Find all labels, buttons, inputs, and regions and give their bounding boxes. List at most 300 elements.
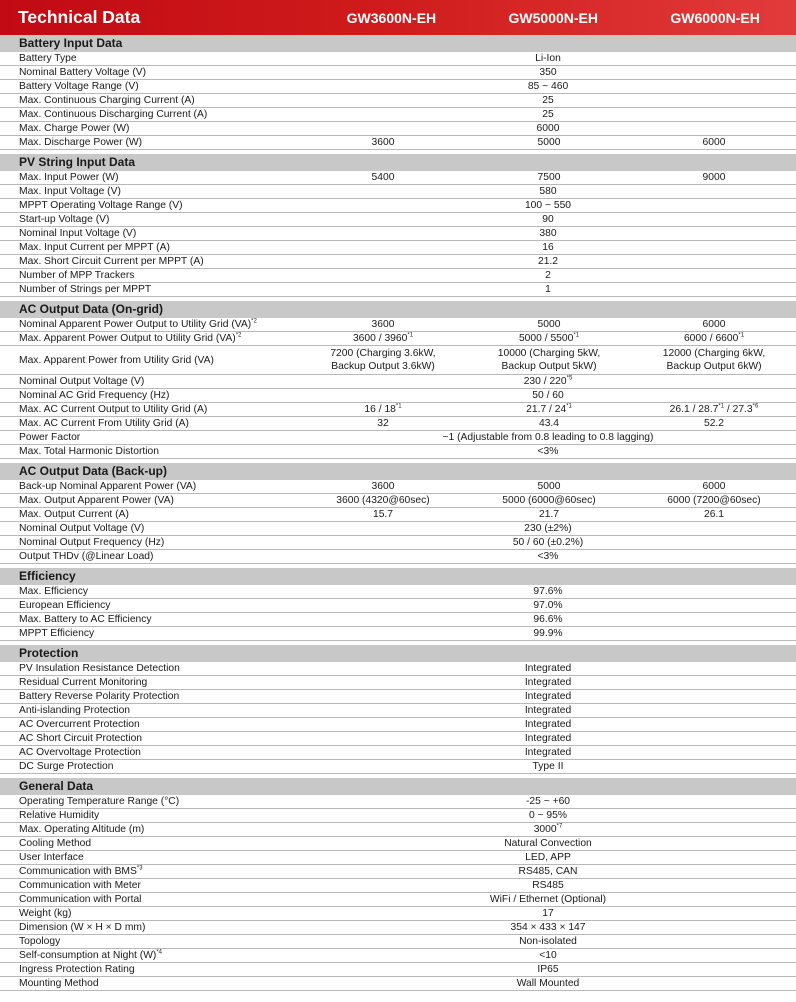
value-text-line-1: 10000 (Charging 5kW, (497, 348, 601, 359)
table-row (0, 445, 796, 459)
row-label-text: Communication with BMS (19, 866, 137, 877)
footnote-marker: *1 (566, 403, 572, 410)
row-value-model-3 (632, 346, 796, 374)
table-row (0, 746, 796, 760)
value-text: 16 / 18 (364, 404, 396, 415)
footnote-marker: *2 (251, 318, 257, 325)
row-label (0, 949, 300, 962)
row-label (0, 171, 300, 184)
row-value-all-models (300, 269, 796, 282)
row-label-text: Ingress Protection Rating (19, 964, 135, 975)
table-row (0, 213, 796, 227)
table-row (0, 704, 796, 718)
value-text: 26.1 (703, 509, 725, 520)
value-text: RS485, CAN (518, 866, 578, 877)
row-label (0, 718, 300, 731)
row-label-text: Nominal AC Grid Frequency (Hz) (19, 390, 170, 401)
value-cell-content (703, 172, 726, 183)
value-text: Integrated (524, 677, 572, 688)
value-cell-content (372, 319, 395, 330)
row-label-text: Self-consumption at Night (W) (19, 950, 157, 961)
row-label-text: MPPT Efficiency (19, 628, 95, 639)
value-text: Natural Convection (504, 838, 592, 849)
row-value-all-models (300, 865, 796, 878)
section-header-pv-string-input-data: PV String Input Data (0, 154, 796, 171)
value-text: 25 (542, 95, 554, 106)
value-text: 99.9% (533, 628, 563, 639)
value-text: 9000 (702, 172, 726, 183)
row-label (0, 795, 300, 808)
value-text: IP65 (537, 964, 559, 975)
value-cell-content (538, 172, 561, 183)
row-label (0, 676, 300, 689)
row-label (0, 136, 300, 149)
row-value-all-models (300, 522, 796, 535)
row-label (0, 80, 300, 93)
row-value-all-models (300, 921, 796, 934)
row-label (0, 94, 300, 107)
row-value-all-models (300, 746, 796, 759)
row-label (0, 346, 300, 374)
row-value-model-1 (300, 403, 466, 416)
value-text: 21.2 (537, 256, 559, 267)
row-label (0, 122, 300, 135)
value-text: 97.0% (533, 600, 563, 611)
row-value-all-models (300, 760, 796, 773)
row-label (0, 613, 300, 626)
model-header-2: GW5000N-EH (508, 9, 598, 26)
row-label (0, 389, 300, 402)
row-value-all-models (300, 599, 796, 612)
row-value-all-models (300, 389, 796, 402)
row-label (0, 480, 300, 493)
value-cell-content (703, 481, 726, 492)
value-cell-content (539, 418, 559, 429)
row-value-all-models (300, 823, 796, 836)
row-label (0, 403, 300, 416)
table-row (0, 494, 796, 508)
value-text: 2 (545, 270, 551, 281)
value-text: <10 (539, 950, 557, 961)
table-row (0, 403, 796, 417)
row-value-all-models (300, 963, 796, 976)
value-text: 26.1 / 28.7 (669, 404, 719, 415)
row-value-all-models (300, 893, 796, 906)
row-label (0, 66, 300, 79)
row-value-model-1 (300, 480, 466, 493)
table-row (0, 375, 796, 389)
row-label (0, 332, 300, 345)
table-row (0, 851, 796, 865)
value-cell-content (372, 137, 395, 148)
value-text-line-2: Backup Output 3.6kW) (331, 361, 435, 372)
row-value-model-2 (466, 136, 632, 149)
table-row (0, 963, 796, 977)
row-value-all-models (300, 718, 796, 731)
row-label (0, 963, 300, 976)
row-label (0, 921, 300, 934)
footnote-marker: *7 (556, 823, 563, 830)
row-value-all-models (300, 199, 796, 212)
row-label (0, 283, 300, 296)
row-label-text: MPPT Operating Voltage Range (V) (19, 200, 183, 211)
value-text: 43.4 (538, 418, 560, 429)
table-row (0, 627, 796, 641)
row-label-text: Max. AC Current Output to Utility Grid (A) (19, 404, 208, 415)
row-value-model-3 (632, 318, 796, 331)
table-row (0, 662, 796, 676)
row-value-all-models (300, 585, 796, 598)
row-value-model-2 (466, 480, 632, 493)
row-value-model-2 (466, 494, 632, 507)
table-row (0, 865, 796, 879)
row-value-all-models (300, 375, 796, 388)
value-text: <3% (537, 551, 559, 562)
table-row (0, 599, 796, 613)
row-label (0, 494, 300, 507)
table-row (0, 346, 796, 375)
table-row (0, 185, 796, 199)
value-text: 97.6% (533, 586, 563, 597)
row-label (0, 879, 300, 892)
row-value-all-models (300, 977, 796, 990)
value-cell-content (373, 509, 393, 520)
row-label-text: Max. Input Current per MPPT (A) (19, 242, 170, 253)
row-label-text: Topology (19, 936, 61, 947)
row-label-text: Communication with Meter (19, 880, 141, 891)
row-value-all-models (300, 80, 796, 93)
table-row (0, 122, 796, 136)
section-header-protection: Protection (0, 645, 796, 662)
row-label (0, 375, 300, 388)
row-label-text: Number of Strings per MPPT (19, 284, 152, 295)
row-label (0, 241, 300, 254)
row-value-all-models (300, 627, 796, 640)
value-cell-content (538, 481, 561, 492)
value-text: ~1 (Adjustable from 0.8 leading to 0.8 lagging) (442, 432, 654, 443)
row-label-text: Max. Output Current (A) (19, 509, 129, 520)
row-value-all-models (300, 94, 796, 107)
table-row (0, 732, 796, 746)
table-row (0, 389, 796, 403)
value-text: 6000 (7200@60sec) (667, 495, 761, 506)
table-row (0, 977, 796, 991)
row-label (0, 417, 300, 430)
section-header-battery-input-data: Battery Input Data (0, 35, 796, 52)
row-value-all-models (300, 241, 796, 254)
value-cell-content (703, 137, 726, 148)
row-label (0, 550, 300, 563)
value-cell-content (704, 418, 724, 429)
row-value-model-1 (300, 346, 466, 374)
row-value-all-models (300, 66, 796, 79)
row-label (0, 977, 300, 990)
row-value-model-3 (632, 136, 796, 149)
row-value-all-models (300, 122, 796, 135)
table-row (0, 536, 796, 550)
table-row (0, 269, 796, 283)
row-label-text: PV Insulation Resistance Detection (19, 663, 180, 674)
row-label (0, 760, 300, 773)
row-label (0, 199, 300, 212)
row-value-all-models (300, 536, 796, 549)
table-row (0, 585, 796, 599)
row-value-model-2 (466, 508, 632, 521)
value-text: 21.7 (538, 509, 560, 520)
value-text: 17 (542, 908, 554, 919)
row-label-text: Operating Temperature Range (°C) (19, 796, 180, 807)
row-label-text: Max. AC Current From Utility Grid (A) (19, 418, 189, 429)
row-label (0, 627, 300, 640)
value-text: 6000 (702, 481, 726, 492)
row-label-text: European Efficiency (19, 600, 111, 611)
row-value-all-models (300, 550, 796, 563)
value-cell-content (526, 404, 572, 415)
row-value-all-models (300, 283, 796, 296)
row-value-model-1 (300, 417, 466, 430)
value-text: 380 (539, 228, 557, 239)
value-cell-content (372, 481, 395, 492)
row-label-text: Weight (kg) (19, 908, 72, 919)
row-value-model-2 (466, 346, 632, 374)
table-row (0, 508, 796, 522)
value-cell-content (703, 319, 726, 330)
footnote-marker: *1 (718, 403, 725, 410)
value-text: 50 / 60 (532, 390, 564, 401)
value-cell-content (364, 404, 401, 415)
row-label (0, 52, 300, 65)
footnote-marker: *1 (738, 332, 745, 339)
row-label (0, 662, 300, 675)
table-row (0, 431, 796, 445)
row-label-text: AC Short Circuit Protection (19, 733, 143, 744)
value-cell-content (519, 333, 579, 344)
row-label-text: Battery Voltage Range (V) (19, 81, 139, 92)
row-value-all-models (300, 851, 796, 864)
row-label-text: Nominal Output Voltage (V) (19, 523, 145, 534)
value-text: 25 (542, 109, 554, 120)
value-text-line-2: Backup Output 6kW) (666, 361, 762, 372)
row-value-all-models (300, 213, 796, 226)
table-row (0, 522, 796, 536)
value-cell-content (538, 319, 561, 330)
value-text: 3600 / 3960 (352, 333, 408, 344)
value-text: 1 (545, 284, 551, 295)
value-text: Wall Mounted (516, 978, 580, 989)
row-value-model-1 (300, 494, 466, 507)
value-text: 6000 / 6600 (683, 333, 739, 344)
footnote-marker: *1 (407, 332, 414, 339)
row-label (0, 255, 300, 268)
value-text: 230 (±2%) (524, 523, 572, 534)
row-label (0, 893, 300, 906)
row-label-text: DC Surge Protection (19, 761, 114, 772)
row-label (0, 865, 300, 878)
value-text: 6000 (702, 137, 726, 148)
row-value-all-models (300, 704, 796, 717)
row-label-text: Max. Discharge Power (W) (19, 137, 143, 148)
value-text-extra: / 27.3 (724, 404, 753, 415)
row-value-model-3 (632, 403, 796, 416)
table-row (0, 66, 796, 80)
row-value-all-models (300, 613, 796, 626)
value-text: 354 × 433 × 147 (510, 922, 586, 933)
footnote-marker: *5 (566, 375, 573, 382)
value-text: Type II (532, 761, 564, 772)
row-value-model-1 (300, 318, 466, 331)
row-label-text: AC Overvoltage Protection (19, 747, 141, 758)
row-value-all-models (300, 935, 796, 948)
page-title: Technical Data (18, 7, 141, 27)
row-value-all-models (300, 227, 796, 240)
row-label (0, 907, 300, 920)
value-text: Non-isolated (519, 936, 577, 947)
table-row (0, 480, 796, 494)
row-value-all-models (300, 879, 796, 892)
section-header-general-data: General Data (0, 778, 796, 795)
spec-table-body (0, 35, 796, 991)
row-label-text: Number of MPP Trackers (19, 270, 135, 281)
row-label-text: Communication with Portal (19, 894, 142, 905)
table-row (0, 760, 796, 774)
footnote-marker: *1 (395, 403, 402, 410)
footnote-marker: *3 (136, 865, 143, 872)
value-text: 90 (542, 214, 554, 225)
row-label-text: Max. Apparent Power Output to Utility Grid (VA) (19, 333, 236, 344)
value-text: 3000 (533, 824, 557, 835)
table-row (0, 171, 796, 185)
value-cell-content (684, 333, 744, 344)
table-row (0, 795, 796, 809)
row-value-all-models (300, 431, 796, 444)
value-cell-content (539, 509, 559, 520)
row-label-text: Cooling Method (19, 838, 92, 849)
value-text: 230 / 220 (523, 376, 567, 387)
value-text: 85 ~ 460 (527, 81, 569, 92)
value-text: 21.7 / 24 (526, 404, 567, 415)
value-text: Integrated (524, 733, 572, 744)
table-row (0, 809, 796, 823)
row-value-all-models (300, 676, 796, 689)
table-row (0, 199, 796, 213)
value-cell-content (670, 404, 759, 415)
row-label (0, 269, 300, 282)
row-label (0, 227, 300, 240)
value-text: Integrated (524, 705, 572, 716)
row-label-text: Output THDv (@Linear Load) (19, 551, 154, 562)
value-text: 16 (542, 242, 554, 253)
row-label (0, 837, 300, 850)
row-label-text: Battery Reverse Polarity Protection (19, 691, 180, 702)
row-value-model-3 (632, 417, 796, 430)
row-value-all-models (300, 662, 796, 675)
row-label (0, 851, 300, 864)
row-label (0, 318, 300, 331)
row-value-all-models (300, 108, 796, 121)
value-text: <3% (537, 446, 559, 457)
value-text: WiFi / Ethernet (Optional) (489, 894, 607, 905)
footnote-marker: *6 (752, 403, 759, 410)
footnote-marker: *1 (573, 332, 580, 339)
row-value-model-3 (632, 480, 796, 493)
row-label (0, 536, 300, 549)
row-label (0, 690, 300, 703)
row-label (0, 213, 300, 226)
table-row (0, 241, 796, 255)
value-text: 100 ~ 550 (524, 200, 572, 211)
row-label-text: Power Factor (19, 432, 81, 443)
row-label (0, 185, 300, 198)
row-label-text: Max. Operating Altitude (m) (19, 824, 145, 835)
table-row (0, 332, 796, 346)
row-label-text: Max. Apparent Power from Utility Grid (VA) (19, 354, 214, 366)
row-label-text: Battery Type (19, 53, 77, 64)
row-label-text: Nominal Apparent Power Output to Utility Grid (VA) (19, 319, 252, 330)
row-label-text: Max. Continuous Charging Current (A) (19, 95, 195, 106)
row-label-text: Max. Continuous Discharging Current (A) (19, 109, 208, 120)
value-text: 32 (377, 418, 389, 429)
row-value-model-3 (632, 332, 796, 345)
value-text-line-2: Backup Output 5kW) (501, 361, 597, 372)
value-cell-content (377, 418, 388, 429)
table-row (0, 94, 796, 108)
value-text: 3600 (371, 319, 395, 330)
table-row (0, 690, 796, 704)
value-text: 7500 (537, 172, 561, 183)
value-text: 3600 (4320@60sec) (336, 495, 430, 506)
value-cell-content (667, 495, 760, 506)
section-header-efficiency: Efficiency (0, 568, 796, 585)
row-label-text: Start-up Voltage (V) (19, 214, 110, 225)
value-cell-content (502, 495, 595, 506)
row-label (0, 746, 300, 759)
row-label-text: Mounting Method (19, 978, 99, 989)
row-label-text: Max. Charge Power (W) (19, 123, 130, 134)
row-label (0, 704, 300, 717)
row-label-text: Residual Current Monitoring (19, 677, 148, 688)
value-text: 5000 (537, 481, 561, 492)
row-label (0, 732, 300, 745)
table-row (0, 227, 796, 241)
row-label (0, 823, 300, 836)
value-text: 5000 (537, 319, 561, 330)
row-label (0, 445, 300, 458)
value-text: 52.2 (703, 418, 725, 429)
table-row (0, 949, 796, 963)
table-row (0, 136, 796, 150)
table-row (0, 108, 796, 122)
table-row (0, 318, 796, 332)
row-value-all-models (300, 907, 796, 920)
table-row (0, 907, 796, 921)
table-row (0, 879, 796, 893)
row-label-text: Max. Battery to AC Efficiency (19, 614, 152, 625)
row-value-all-models (300, 732, 796, 745)
value-cell-content (538, 137, 561, 148)
value-text: Li-Ion (535, 53, 561, 64)
model-header-3: GW6000N-EH (670, 9, 760, 26)
row-value-all-models (300, 185, 796, 198)
value-text: 6000 (702, 319, 726, 330)
value-text: 5000 / 5500 (518, 333, 574, 344)
row-label-text: User Interface (19, 852, 84, 863)
row-label (0, 431, 300, 444)
row-value-all-models (300, 445, 796, 458)
value-text: 6000 (536, 123, 560, 134)
row-label (0, 935, 300, 948)
row-value-model-2 (466, 171, 632, 184)
value-text-line-1: 7200 (Charging 3.6kW, (330, 348, 436, 359)
